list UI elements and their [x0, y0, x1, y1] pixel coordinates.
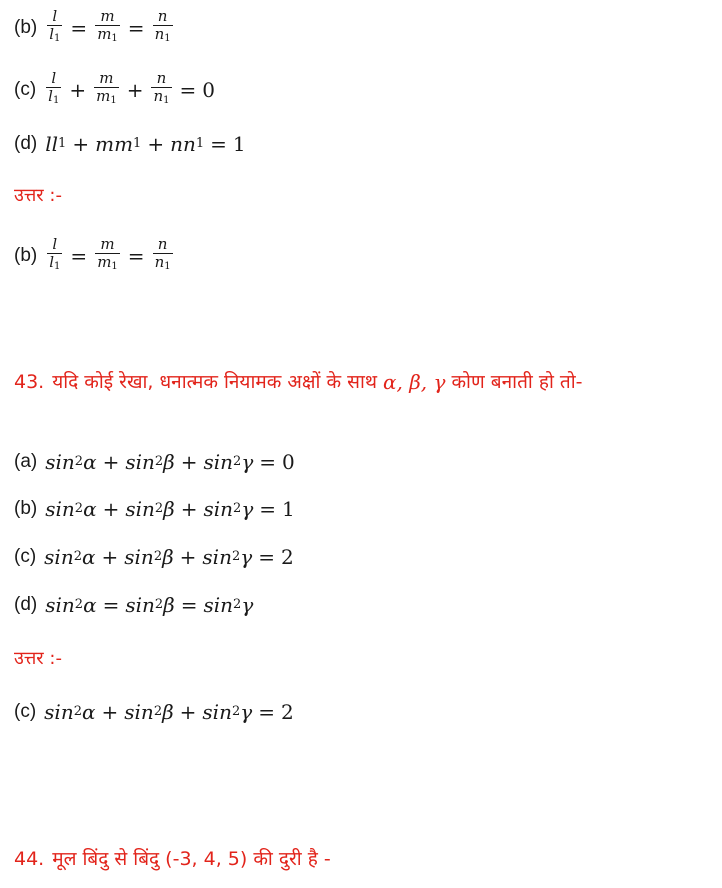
answer-row [14, 236, 175, 275]
option-b-row [14, 497, 295, 521]
question-text-end: कोण बनाती हो तो- [451, 371, 583, 393]
option-label: (c) [14, 78, 37, 100]
fraction: $\frac{l}{l_1}$ [46, 70, 61, 109]
option-c-row [14, 545, 294, 569]
option-d-row [14, 593, 253, 617]
fraction: $\frac{n}{n_1}$ [151, 70, 171, 109]
option-label: (b) [14, 498, 38, 519]
math-expression: sin 2 α + sin 2 β + sin 2 γ = 2 [44, 700, 294, 724]
option-b-row [14, 8, 175, 47]
math-expression: sin 2 α + sin 2 β + sin 2 γ = 1 [45, 497, 295, 521]
question-43 [14, 370, 583, 394]
option-d-row [14, 132, 246, 156]
fraction: $\frac{n}{n_1}$ [153, 8, 173, 47]
answer-row [14, 700, 294, 724]
math-expression: $\frac{l}{l_1}$ = $\frac{m}{m_1}$ = $\frac{n}{n_1}$ [45, 236, 174, 275]
greek-angles: α, β, γ [383, 370, 446, 394]
question-number: 44. [14, 848, 45, 870]
math-expression: sin 2 α = sin 2 β = sin 2 γ [45, 593, 254, 617]
option-label: (b) [14, 16, 38, 38]
option-a-row [14, 450, 295, 474]
question-text: मूल बिंदु से बिंदु (-3, 4, 5) की दुरी है - [52, 848, 331, 870]
question-number: 43. [14, 371, 45, 393]
option-c-row [14, 70, 215, 109]
math-expression: $\frac{l}{l_1}$ = $\frac{m}{m_1}$ = $\frac{n}{n_1}$ [45, 8, 174, 47]
answer-heading: उत्तर :- [14, 185, 62, 206]
math-expression: sin 2 α + sin 2 β + sin 2 γ = 0 [45, 450, 295, 474]
math-expression: sin 2 α + sin 2 β + sin 2 γ = 2 [44, 545, 294, 569]
fraction: $\frac{l}{l_1}$ [47, 8, 62, 47]
option-label: (b) [14, 244, 38, 266]
answer-heading: उत्तर :- [14, 648, 62, 669]
fraction: $\frac{m}{m_1}$ [94, 70, 119, 109]
math-expression: l l 1 + m m 1 + n n 1 = 1 [45, 132, 246, 156]
option-label: (d) [14, 133, 38, 154]
option-label: (c) [14, 546, 37, 567]
question-44 [14, 847, 331, 871]
fraction: $\frac{m}{m_1}$ [95, 8, 120, 47]
question-text: यदि कोई रेखा, धनात्मक नियामक अक्षों के साथ [52, 371, 378, 393]
option-label: (c) [14, 701, 37, 722]
option-label: (a) [14, 451, 38, 472]
option-label: (d) [14, 594, 38, 615]
math-expression: $\frac{l}{l_1}$ + $\frac{m}{m_1}$ + $\frac{n}{n_1}$ = 0 [44, 70, 215, 109]
